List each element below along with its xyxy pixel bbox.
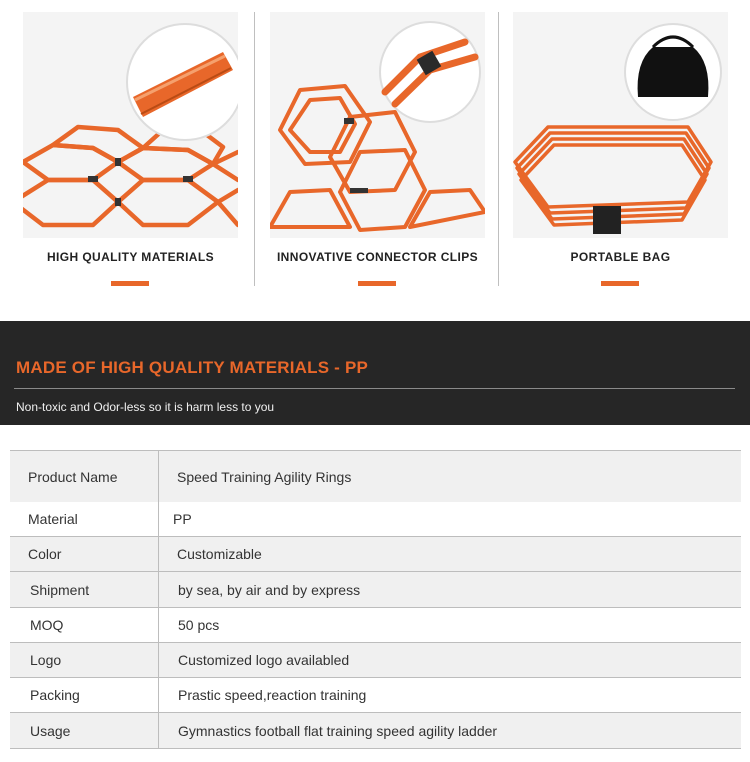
feature-section xyxy=(0,0,750,300)
portable-bag-image xyxy=(513,12,728,238)
feature-caption: PORTABLE BAG xyxy=(570,250,671,264)
row-label: Packing xyxy=(10,678,159,712)
feature-high-quality xyxy=(23,12,238,292)
row-label: Material xyxy=(10,502,159,536)
table-row xyxy=(10,608,741,643)
row-value: Customizable xyxy=(177,546,262,562)
row-label: Shipment xyxy=(10,572,159,607)
row-label: Logo xyxy=(10,643,159,677)
table-row xyxy=(10,450,741,503)
banner-subtitle: Non-toxic and Odor-less so it is harm less to you xyxy=(16,400,275,414)
row-value: Speed Training Agility Rings xyxy=(177,468,352,485)
table-row xyxy=(10,713,741,749)
accent-bar xyxy=(601,281,639,286)
connector-clips-image xyxy=(270,12,485,238)
table-row xyxy=(10,502,741,537)
feature-portable-bag xyxy=(513,12,728,292)
row-label: Product Name xyxy=(10,451,159,502)
divider xyxy=(254,12,255,286)
divider xyxy=(498,12,499,286)
feature-caption: INNOVATIVE CONNECTOR CLIPS xyxy=(276,250,479,264)
table-row xyxy=(10,643,741,678)
table-row xyxy=(10,678,741,713)
accent-bar xyxy=(111,281,149,286)
row-value: Customized logo availabled xyxy=(178,652,350,668)
row-label: MOQ xyxy=(10,608,159,642)
accent-bar xyxy=(358,281,396,286)
row-label: Color xyxy=(10,537,159,571)
row-value: 50 pcs xyxy=(178,617,220,633)
banner-title: MADE OF HIGH QUALITY MATERIALS - PP xyxy=(16,358,369,377)
hexagon-rings-image xyxy=(23,12,238,238)
table-row xyxy=(10,572,741,608)
feature-connector-clips xyxy=(270,12,485,292)
feature-caption: HIGH QUALITY MATERIALS xyxy=(46,250,215,264)
table-row xyxy=(10,537,741,572)
row-label: Usage xyxy=(10,713,159,748)
row-value: PP xyxy=(173,511,192,527)
row-value: by sea, by air and by express xyxy=(178,581,361,598)
materials-banner xyxy=(0,321,750,425)
row-value: Prastic speed,reaction training xyxy=(178,687,367,703)
row-value: Gymnastics football flat training speed agility ladder xyxy=(178,722,498,739)
banner-rule xyxy=(14,388,735,389)
